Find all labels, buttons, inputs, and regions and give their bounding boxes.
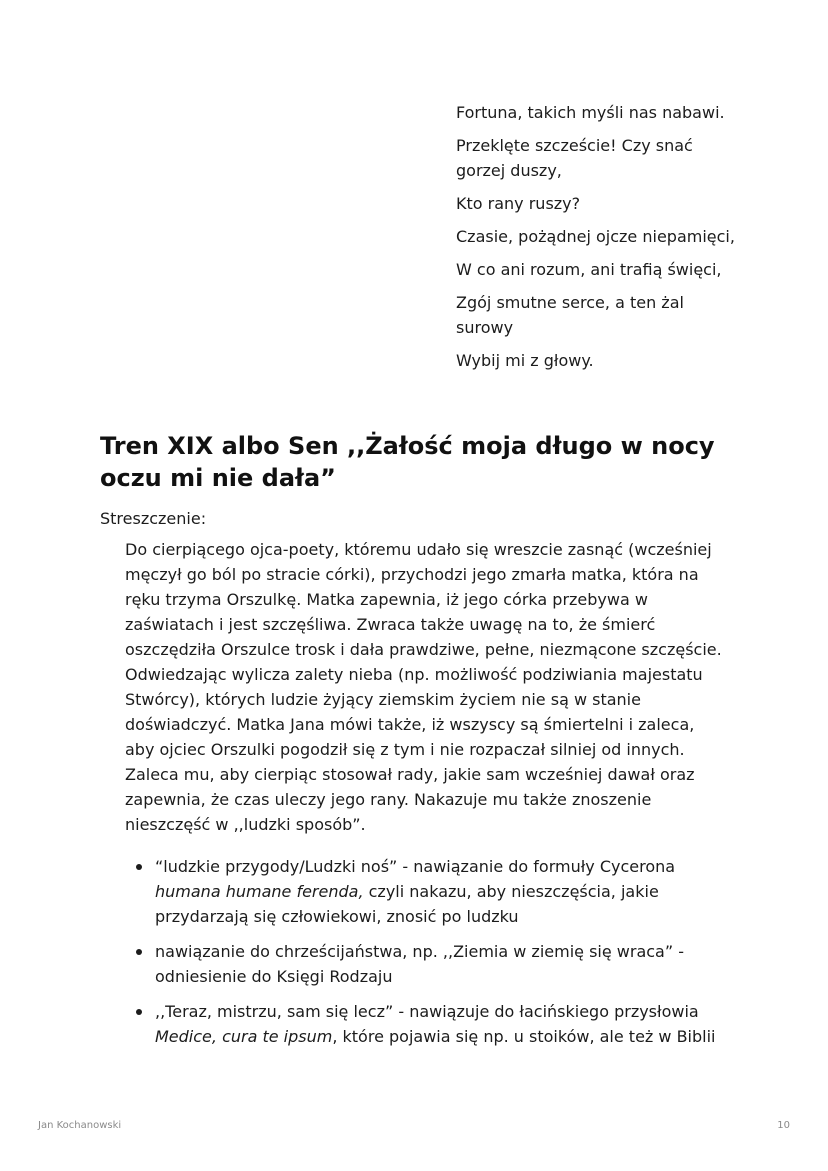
- section-heading: Tren XIX albo Sen ,,Żałość moja długo w nocy oczu mi nie dała”: [100, 432, 715, 492]
- poem-line: Przeklęte szczeście! Czy snać gorzej duszy,: [456, 136, 693, 180]
- poem-excerpt: [456, 100, 736, 381]
- poem-line: Wybij mi z głowy.: [456, 351, 594, 370]
- bullet-icon: [136, 1009, 142, 1015]
- page-number: 10: [777, 1120, 790, 1131]
- bullet-icon: [136, 864, 142, 870]
- list-item-text: , które pojawia się np. u stoików, ale też w Biblii: [332, 1027, 716, 1046]
- poem-line: Kto rany ruszy?: [456, 194, 581, 213]
- list-item: [100, 854, 740, 929]
- list-item-text: ,,Teraz, mistrzu, sam się lecz” - nawiązuje do łacińskiego przysłowia: [155, 1002, 699, 1021]
- list-item-text: “ludzkie przygody/Ludzki noś” - nawiązanie do formuły Cycerona: [155, 857, 676, 876]
- list-item-text: czyli nakazu, aby nieszczęścia, jakie przydarzają się człowiekowi, znosić po ludzku: [155, 882, 659, 926]
- list-item: [100, 939, 740, 989]
- latin-phrase: Medice, cura te ipsum: [155, 1027, 333, 1046]
- poem-line: W co ani rozum, ani trafią święci,: [456, 260, 722, 279]
- poem-line: Czasie, pożądnej ojcze niepamięci,: [456, 227, 735, 246]
- bullet-icon: [136, 949, 142, 955]
- list-item: [100, 999, 740, 1049]
- list-item-text: nawiązanie do chrześcijaństwa, np. ,,Ziemia w ziemię się wraca” - odniesienie do Księgi Rodzaju: [155, 942, 684, 986]
- notes-list: [100, 854, 740, 1059]
- poem-line: Fortuna, takich myśli nas nabawi.: [456, 103, 725, 122]
- footer-author: Jan Kochanowski: [38, 1120, 122, 1131]
- latin-phrase: humana humane ferenda,: [155, 882, 364, 901]
- summary-paragraph: Do cierpiącego ojca-poety, któremu udało się wreszcie zasnąć (wcześniej męczył go ból po stracie córki), przychodzi jego zmarła matka, która na ręku trzyma Orszulkę. Matka zapewnia, iż jego córka przebywa w zaświatach i jest szczęśliwa. Zwraca także uwagę na to, że śmierć oszczędziła Orszulce trosk i dała prawdziwe, pełne, niezmącone szczęście. Odwiedzając wylicza zalety nieba (np. możliwość podziwiania majestatu Stwórcy), których ludzie żyjący ziemskim życiem nie są w stanie doświadczyć. Matka Jana mówi także, iż wszyscy są śmiertelni i zaleca, aby ojciec Orszulki pogodził się z tym i nie rozpaczał silniej od innych. Zaleca mu, aby cierpiąc stosował rady, jakie sam wcześniej dawał oraz zapewnia, że czas uleczy jego rany. Nakazuje mu także znoszenie nieszczęść w ,,ludzki sposób”.: [125, 540, 722, 834]
- poem-line: Zgój smutne serce, a ten żal surowy: [456, 293, 684, 337]
- summary-label: Streszczenie:: [100, 509, 207, 528]
